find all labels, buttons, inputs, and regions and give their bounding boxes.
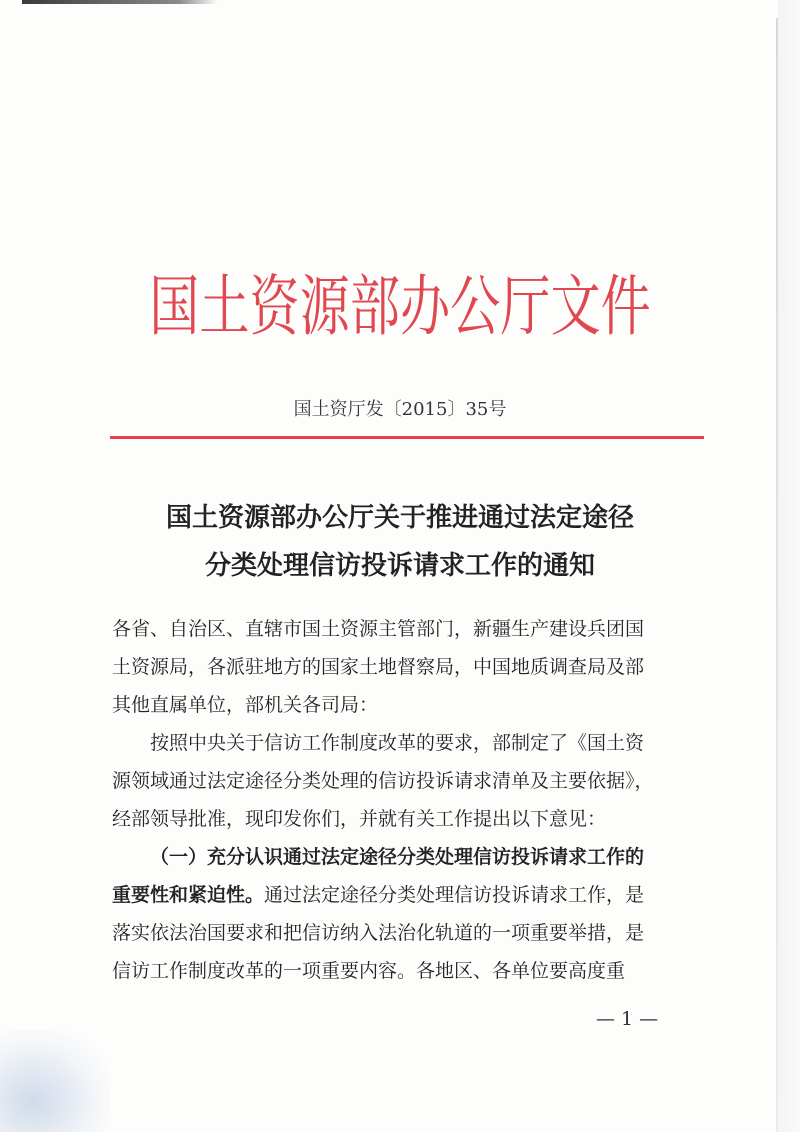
body-paragraph-1-line-1: 按照中央关于信访工作制度改革的要求，部制定了《国土资 (150, 732, 645, 754)
body-paragraph-2-line-2: 落实依法治国要求和把信访纳入法治化轨道的一项重要举措，是 (112, 922, 645, 944)
body-paragraph-2-line-3: 信访工作制度改革的一项重要内容。各地区、各单位要高度重 (112, 960, 626, 982)
body-paragraph-2-line-1 (112, 876, 708, 914)
notice-title-line-2: 分类处理信访投诉请求工作的通知 (204, 551, 595, 581)
addressee-line-2: 土资源局，各派驻地方的国家土地督察局，中国地质调查局及部 (112, 656, 645, 678)
section-heading-1-continuation: 重要性和紧迫性。 (112, 884, 265, 906)
document-number: 国土资厅发〔2015〕35号 (293, 399, 507, 420)
issuer-title: 国土资源部办公厅文件 (149, 268, 651, 345)
scan-stain-bottom-left (0, 1030, 110, 1132)
addressee-line-1: 各省、自治区、直辖市国土资源主管部门，新疆生产建设兵团国 (112, 618, 645, 640)
notice-body (112, 610, 708, 990)
body-paragraph-2-line-1-text: 通过法定途径分类处理信访投诉请求工作，是 (264, 884, 645, 906)
red-divider-rule (110, 436, 704, 439)
section-heading-1: （一）充分认识通过法定途径分类处理信访投诉请求工作的 (150, 846, 645, 868)
page-number: — 1 — (596, 1008, 659, 1030)
addressee-line-3: 其他直属单位，部机关各司局： (112, 694, 379, 716)
notice-title-line-1: 国土资源部办公厅关于推进通过法定途径 (165, 503, 634, 533)
body-paragraph-1-line-3: 经部领导批准，现印发你们，并就有关工作提出以下意见： (112, 808, 607, 830)
notice-title (0, 494, 800, 590)
body-paragraph-1-line-2: 源领域通过法定途径分类处理的信访投诉请求清单及主要依据》， (112, 770, 654, 792)
scan-artifact-top (22, 0, 218, 4)
